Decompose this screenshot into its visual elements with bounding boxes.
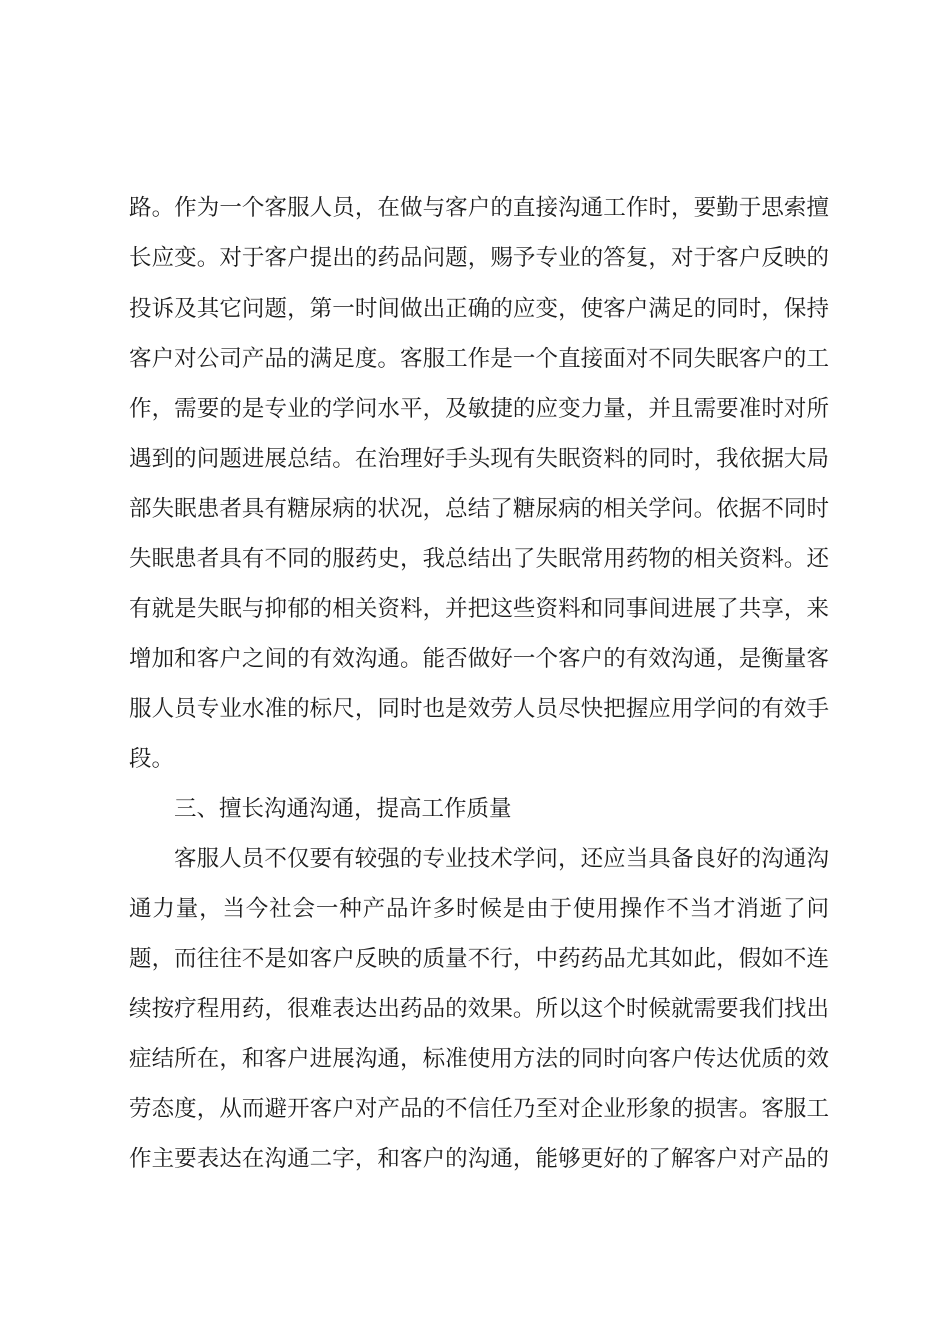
paragraph-1-line-9: 有就是失眠与抑郁的相关资料，并把这些资料和同事间进展了共享，来 [129, 596, 829, 622]
paragraph-1-line-2: 长应变。对于客户提出的药品问题，赐予专业的答复，对于客户反映的 [129, 245, 829, 271]
paragraph-1-line-12: 段。 [129, 746, 175, 772]
paragraph-1-line-7: 部失眠患者具有糖尿病的状况，总结了糖尿病的相关学问。依据不同时 [129, 496, 829, 522]
paragraph-1-line-6: 遇到的问题进展总结。在治理好手头现有失眠资料的同时，我依据大局 [129, 446, 829, 472]
paragraph-1-line-4: 客户对公司产品的满足度。客服工作是一个直接面对不同失眠客户的工 [129, 346, 829, 372]
paragraph-1-line-11: 服人员专业水准的标尺，同时也是效劳人员尽快把握应用学问的有效手 [129, 696, 829, 722]
paragraph-2-line-5: 症结所在，和客户进展沟通，标准使用方法的同时向客户传达优质的效 [129, 1046, 829, 1072]
paragraph-1-line-10: 增加和客户之间的有效沟通。能否做好一个客户的有效沟通，是衡量客 [129, 646, 829, 672]
paragraph-2-line-1: 客服人员不仅要有较强的专业技术学问，还应当具备良好的沟通沟 [174, 846, 829, 872]
paragraph-2-line-6: 劳态度，从而避开客户对产品的不信任乃至对企业形象的损害。客服工 [129, 1096, 829, 1122]
paragraph-2-line-3: 题，而往往不是如客户反映的质量不行，中药药品尤其如此，假如不连 [129, 946, 829, 972]
paragraph-1-line-5: 作，需要的是专业的学问水平，及敏捷的应变力量，并且需要准时对所 [129, 396, 829, 422]
paragraph-2-line-2: 通力量，当今社会一种产品许多时候是由于使用操作不当才消逝了问 [129, 896, 829, 922]
paragraph-2-line-4: 续按疗程用药，很难表达出药品的效果。所以这个时候就需要我们找出 [129, 996, 829, 1022]
paragraph-2-line-7: 作主要表达在沟通二字，和客户的沟通，能够更好的了解客户对产品的 [129, 1146, 829, 1172]
paragraph-1-line-8: 失眠患者具有不同的服药史，我总结出了失眠常用药物的相关资料。还 [129, 546, 829, 572]
paragraph-1-line-1: 路。作为一个客服人员，在做与客户的直接沟通工作时，要勤于思索擅 [129, 195, 829, 221]
paragraph-1-line-3: 投诉及其它问题，第一时间做出正确的应变，使客户满足的同时，保持 [129, 296, 829, 322]
section-heading: 三、擅长沟通沟通，提高工作质量 [174, 796, 512, 822]
